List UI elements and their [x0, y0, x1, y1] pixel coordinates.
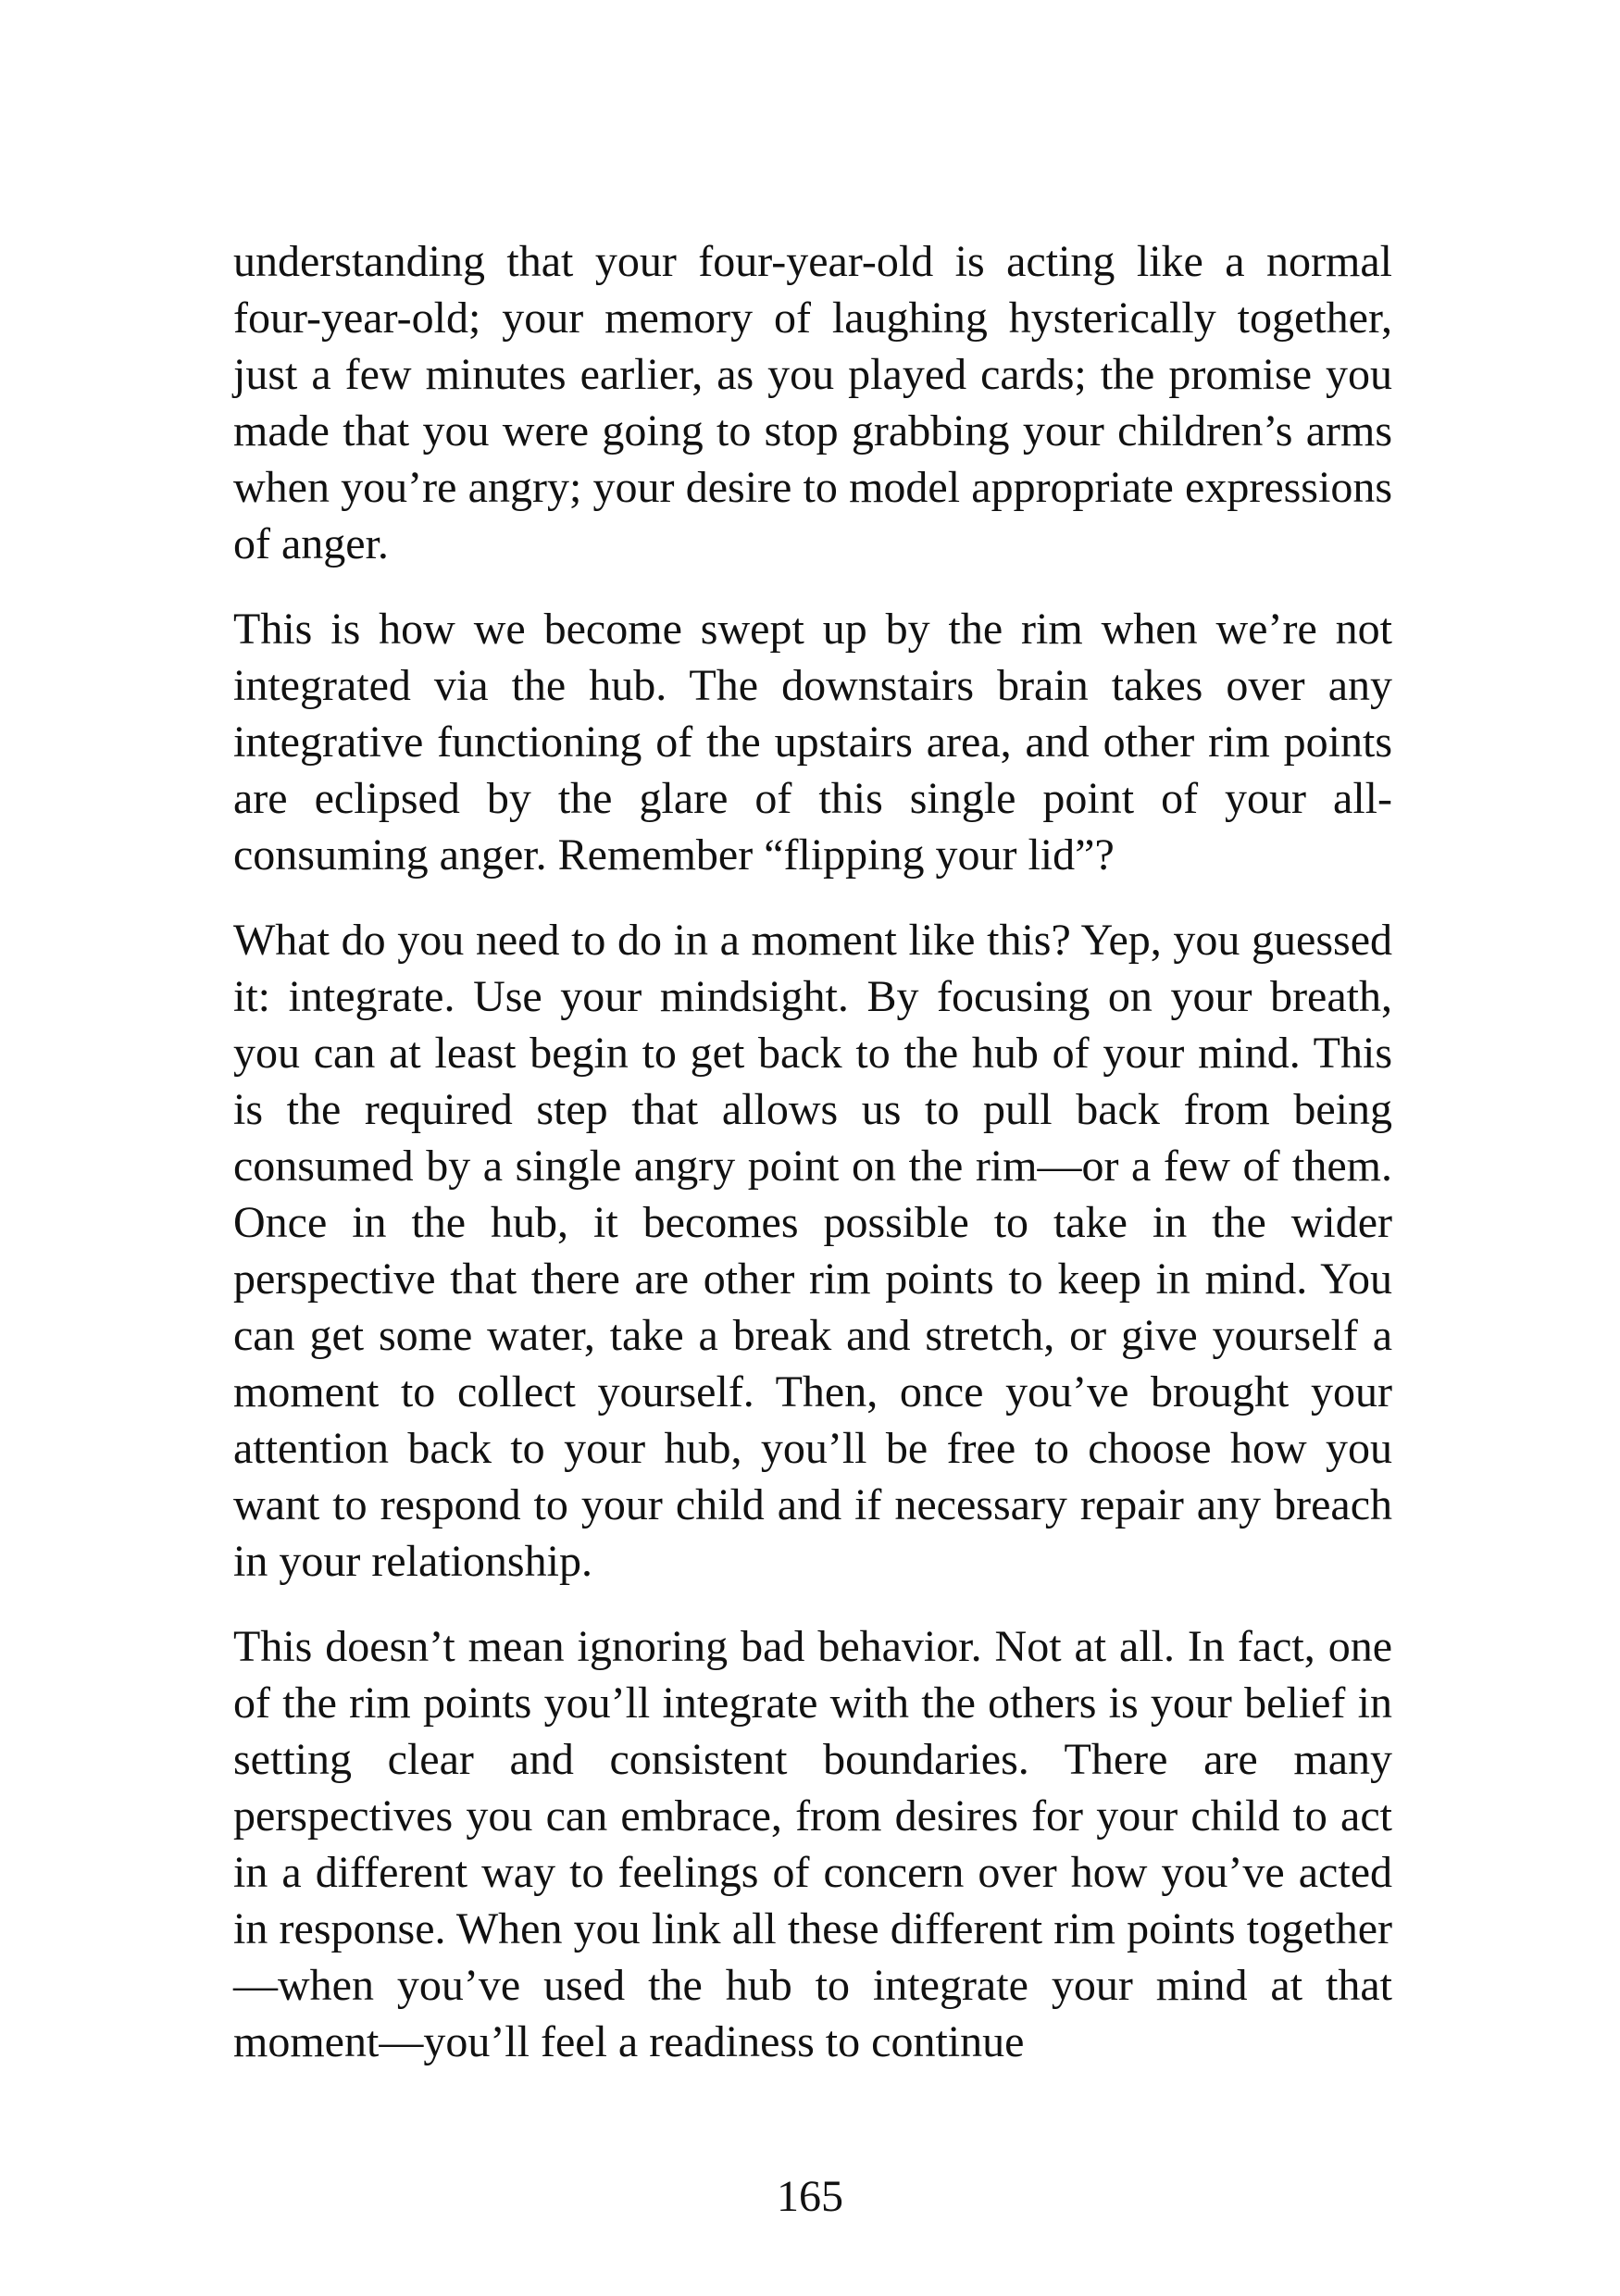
paragraph-1: understanding that your four-year-old is acting like a normal four-year-old; your memory of laughing hysterically together, just a few minutes earlier, as you played cards; the promise you made that you were going to stop grabbing your children’s arms when you’re angry; your desire to model appropriate expressions of anger. [233, 237, 1392, 568]
paragraph-3: What do you need to do in a moment like this? Yep, you guessed it: integrate. Use your mindsight. By focusing on your breath, you can at least begin to get back to the hub of your mind. This is the required step that allows us to pull back from being consumed by a single angry point on the rim—or a few of them. Once in the hub, it becomes possible to take in the wider perspective that there are other rim points to keep in mind. You can get some water, take a break and stretch, or give yourself a moment to collect yourself. Then, once you’ve brought your attention back to your hub, you’ll be free to choose how you want to respond to your child and if necessary repair any breach in your relationship. [233, 916, 1392, 1586]
paragraph-4: This doesn’t mean ignoring bad behavior. Not at all. In fact, one of the rim points you’ll integrate with the others is your belief in setting clear and consistent boundaries. There are many perspectives you can embrace, from desires for your child to act in a different way to feelings of concern over how you’ve acted in response. When you link all these different rim points together—when you’ve used the hub to integrate your mind at that moment—you’ll feel a readiness to continue [233, 1622, 1392, 2066]
paragraph-2: This is how we become swept up by the rim when we’re not integrated via the hub. The downstairs brain takes over any integrative functioning of the upstairs area, and other rim points are eclipsed by the glare of this single point of your all-consuming anger. Remember “flipping your lid”? [233, 605, 1392, 880]
page-number: 165 [777, 2172, 843, 2221]
body-text [233, 233, 1392, 2099]
